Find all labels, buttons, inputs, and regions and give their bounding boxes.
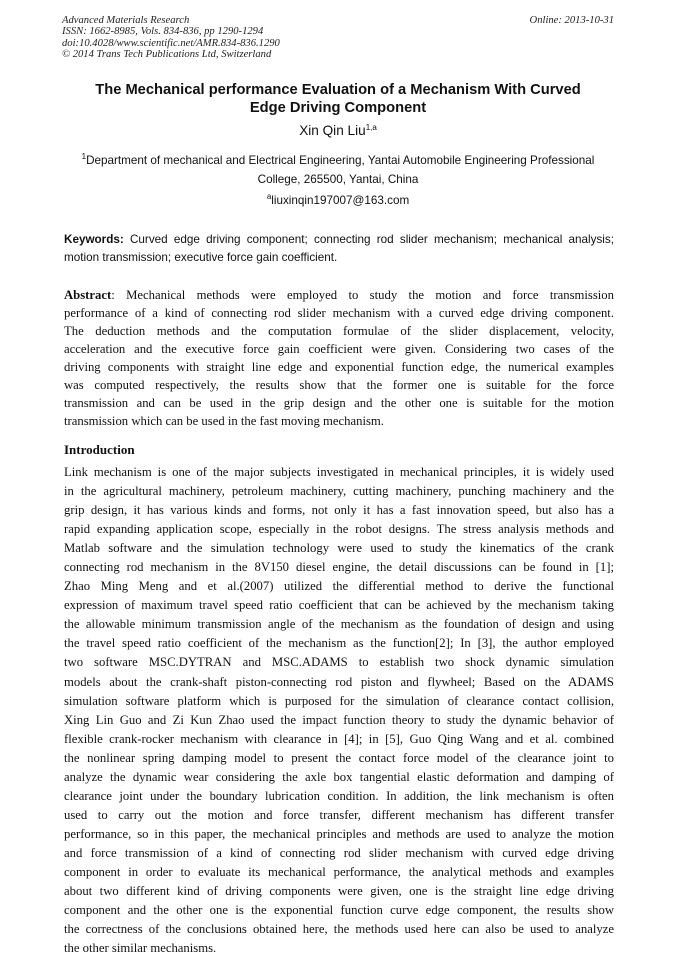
- author-line: [62, 123, 614, 139]
- affiliation-line-1: Department of mechanical and Electrical Engineering, Yantai Automobile Engineering Professional: [86, 154, 595, 167]
- intro-line: the correctness of the conclusions obtained here, the methods used here can also be used to analyze: [64, 922, 614, 937]
- title-line-2: Edge Driving Component: [249, 100, 427, 116]
- intro-line: models about the crank-shaft piston-connecting rod piston and flywheel; Based on the ADAMS: [64, 674, 614, 689]
- abstract-paragraph: [64, 286, 614, 430]
- intro-line: flexible crank-rocker mechanism with clearance in [4]; in [5], Guo Qing Wang and et al. combined: [64, 731, 614, 746]
- intro-line: analyze the dynamic wear considering the axle box tangential elastic deformation and damping of: [64, 769, 614, 784]
- intro-line: the nonlinear spring damping model to present the contact force model of the clearance joint to: [64, 750, 614, 765]
- abstract-line: was computed respectively, the results show that the former one is suitable for the force: [64, 378, 614, 392]
- online-date: Online: 2013-10-31: [529, 15, 614, 26]
- intro-line: and force transmission of a kind of connecting rod slider mechanism with curved edge driving: [64, 845, 614, 860]
- intro-line: clearance joint under the boundary lubrication condition. In addition, the link mechanism is often: [64, 788, 614, 803]
- intro-line: about two different kind of driving components were given, one is the straight line edge driving: [64, 884, 614, 899]
- copyright-line: © 2014 Trans Tech Publications Ltd, Switzerland: [62, 49, 272, 61]
- keywords-text: Curved edge driving component; connecting rod slider mechanism; mechanical analysis; motion transmission; executive force gain coefficient.: [64, 233, 614, 264]
- intro-line: rapid expanding application scope, especially in the robot designs. The stress analysis methods and: [64, 522, 614, 537]
- keywords-paragraph: [64, 231, 614, 267]
- intro-line: simulation software platform which is purposed for the simulation of clearance contact collision,: [64, 693, 614, 708]
- email-superscript: a: [266, 192, 272, 201]
- abstract-line: performance of a kind of connecting rod slider mechanism with a curved edge driving component.: [64, 306, 614, 320]
- intro-line: connecting rod mechanism in the 8V150 diesel engine, the detail discussions can be found in [1];: [64, 560, 614, 575]
- abstract-line: Abstract: Mechanical methods were employed to study the motion and force transmission: [64, 288, 614, 302]
- title-line-1: The Mechanical performance Evaluation of a Mechanism With Curved: [95, 82, 581, 98]
- intro-line: in the agricultural machinery, petroleum machinery, cutting machinery, punching machinery and the: [64, 484, 614, 499]
- intro-line: Link mechanism is one of the major subjects investigated in mechanical principles, it is widely used: [64, 465, 614, 479]
- author-name: Xin Qin Liu: [299, 123, 366, 138]
- abstract-line: acceleration and the executive force gain coefficient were given. Considering two cases of the: [64, 342, 614, 356]
- intro-line: two software MSC.DYTRAN and MSC.ADAMS to establish two shock dynamic simulation: [64, 655, 614, 670]
- intro-line: the travel speed ratio coefficient of the mechanism as the function[2]; In [3], the author employed: [64, 636, 614, 651]
- paper-title: [62, 81, 614, 117]
- abstract-label: Abstract: [64, 288, 112, 302]
- journal-header: [62, 15, 614, 61]
- intro-line: Zhao Ming Meng and et al.(2007) utilized the differential method to derive the functional: [64, 579, 614, 594]
- intro-line: the allowable minimum transmission angle of the mechanism as the foundation of design and using: [64, 617, 614, 632]
- intro-line: component in order to evaluate its mechanical performance, the analytical methods and examples: [64, 864, 614, 879]
- email-address: liuxinqin197007@163.com: [271, 194, 410, 207]
- intro-line: expression of maximum travel speed ratio coefficient that can be achieved by the mechanism taking: [64, 598, 614, 613]
- affiliation-superscript: 1: [81, 152, 87, 161]
- doi-line: doi:10.4028/www.scientific.net/AMR.834-836.1290: [62, 37, 280, 49]
- abstract-line: transmission and can be used in the grip design and the other one is suitable for the motion: [64, 396, 614, 410]
- intro-line: Matlab software and the simulation technology were used to study the kinematics of the crank: [64, 541, 614, 556]
- intro-line: grip design, it has various kinds and forms, not only it has a fast innovation speed, but also has a: [64, 503, 614, 518]
- journal-name: Advanced Materials Research: [62, 15, 190, 26]
- intro-line: component and the other one is the exponential function curve edge component, the results show: [64, 903, 614, 918]
- section-heading-introduction: Introduction: [64, 442, 135, 457]
- introduction-paragraph: [64, 463, 614, 958]
- abstract-line: transmission which can be used in the fast moving mechanism.: [64, 414, 384, 428]
- affiliation: [62, 151, 614, 189]
- issn-line: ISSN: 1662-8985, Vols. 834-836, pp 1290-1294: [62, 26, 264, 38]
- intro-line: the other similar mechanisms.: [64, 941, 217, 956]
- intro-line: used to carry out the motion and force transfer, different mechanism has different transfer: [64, 807, 614, 822]
- intro-line: Xing Lin Guo and Zi Kun Zhao used the impact function theory to study the dynamic behavior of: [64, 712, 614, 727]
- affiliation-line-2: College, 265500, Yantai, China: [257, 173, 419, 186]
- intro-line: performance, so in this paper, the mechanical principles and methods are used to analyze the motion: [64, 826, 614, 841]
- keywords-label: Keywords:: [64, 233, 124, 246]
- abstract-line: driving components with straight line edge and exponential function edge, the numerical examples: [64, 360, 614, 374]
- author-superscript: 1,a: [365, 123, 377, 132]
- author-email: [62, 194, 614, 208]
- abstract-line: The deduction methods and the computation formulae of the slider displacement, velocity,: [64, 324, 614, 338]
